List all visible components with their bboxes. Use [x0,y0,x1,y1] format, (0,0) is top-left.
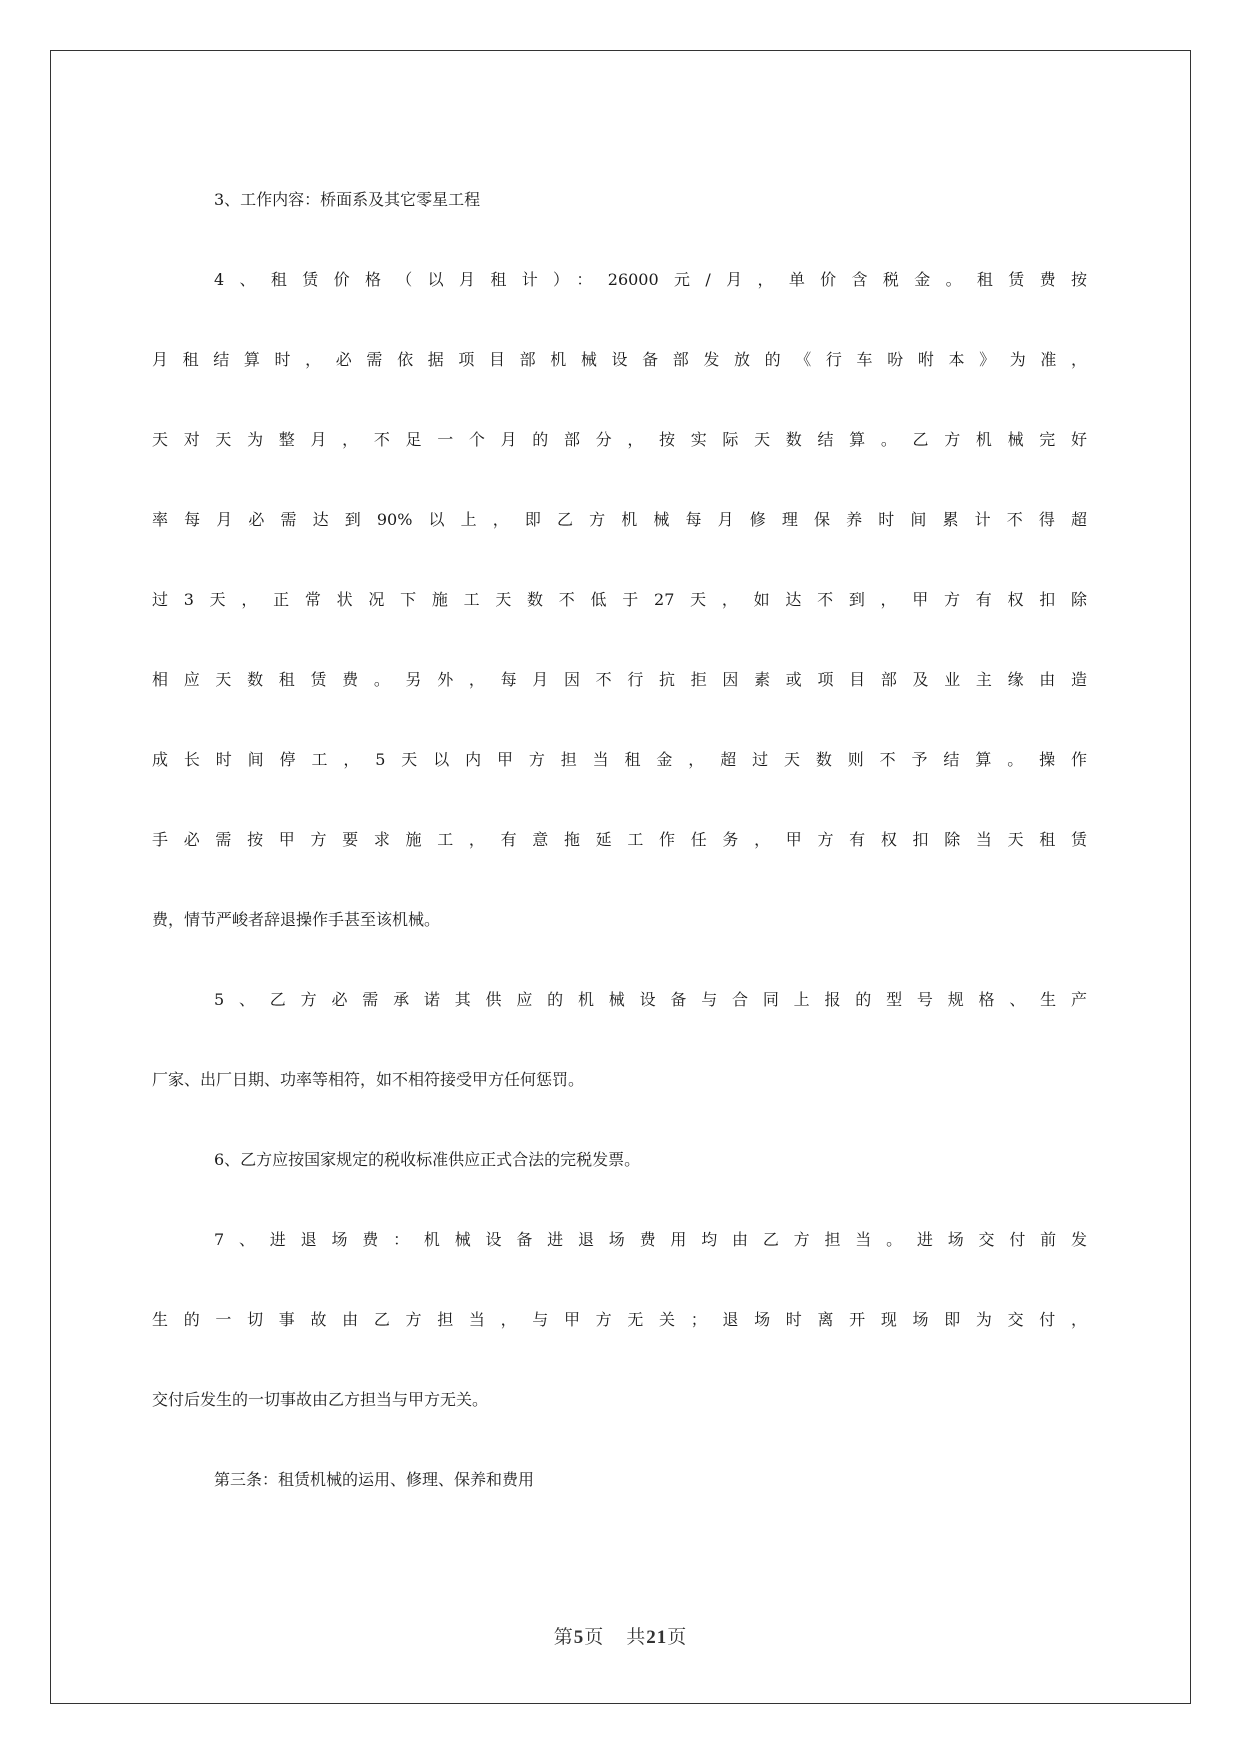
item-4-line-7: 成长时间停工，5天以内甲方担当租金，超过天数则不予结算。操作 [152,750,1087,769]
footer-total-prefix: 共 [626,1627,647,1648]
item-4-line-5: 过3天，正常状况下施工天数不低于27天，如达不到，甲方有权扣除 [152,590,1087,609]
page-footer [0,1622,1241,1649]
item-7-line-1: 7、进退场费：机械设备进退场费用均由乙方担当。进场交付前发 [214,1230,1087,1249]
item-4-line-2: 月租结算时，必需依据项目部机械设备部发放的《行车吩咐本》为准， [152,350,1087,369]
item-4-line-4: 率每月必需达到90%以上，即乙方机械每月修理保养时间累计不得超 [152,510,1087,529]
item-4-line-8: 手必需按甲方要求施工，有意拖延工作任务，甲方有权扣除当天租赁 [152,830,1087,849]
item-6-line-1: 6、乙方应按国家规定的税收标准供应正式合法的完税发票。 [214,1150,641,1169]
item-7-line-2: 生的一切事故由乙方担当，与甲方无关；退场时离开现场即为交付， [152,1310,1087,1329]
footer-total-pages: 21 [646,1627,668,1648]
item-7-line-3: 交付后发生的一切事故由乙方担当与甲方无关。 [152,1390,489,1409]
item-4-line-6: 相应天数租赁费。另外，每月因不行抗拒因素或项目部及业主缘由造 [152,670,1087,689]
document-body [152,160,1087,1520]
footer-prefix: 第 [553,1627,574,1648]
item-4-line-3: 天对天为整月，不足一个月的部分，按实际天数结算。乙方机械完好 [152,430,1087,449]
item-5-line-2: 厂家、出厂日期、功率等相符，如不相符接受甲方任何惩罚。 [152,1070,585,1089]
footer-page-suffix: 页 [584,1627,605,1648]
item-3-line-1: 3、工作内容：桥面系及其它零星工程 [214,190,481,209]
footer-total-suffix: 页 [667,1627,688,1648]
footer-page-number: 5 [573,1627,585,1648]
item-5-line-1: 5、乙方必需承诺其供应的机械设备与合同上报的型号规格、生产 [214,990,1087,1009]
item-4-line-9: 费，情节严峻者辞退操作手甚至该机械。 [152,910,441,929]
article-3-heading: 第三条：租赁机械的运用、修理、保养和费用 [214,1470,535,1489]
item-4-line-1: 4、租赁价格（以月租计）：26000元/月，单价含税金。租赁费按 [214,270,1087,289]
